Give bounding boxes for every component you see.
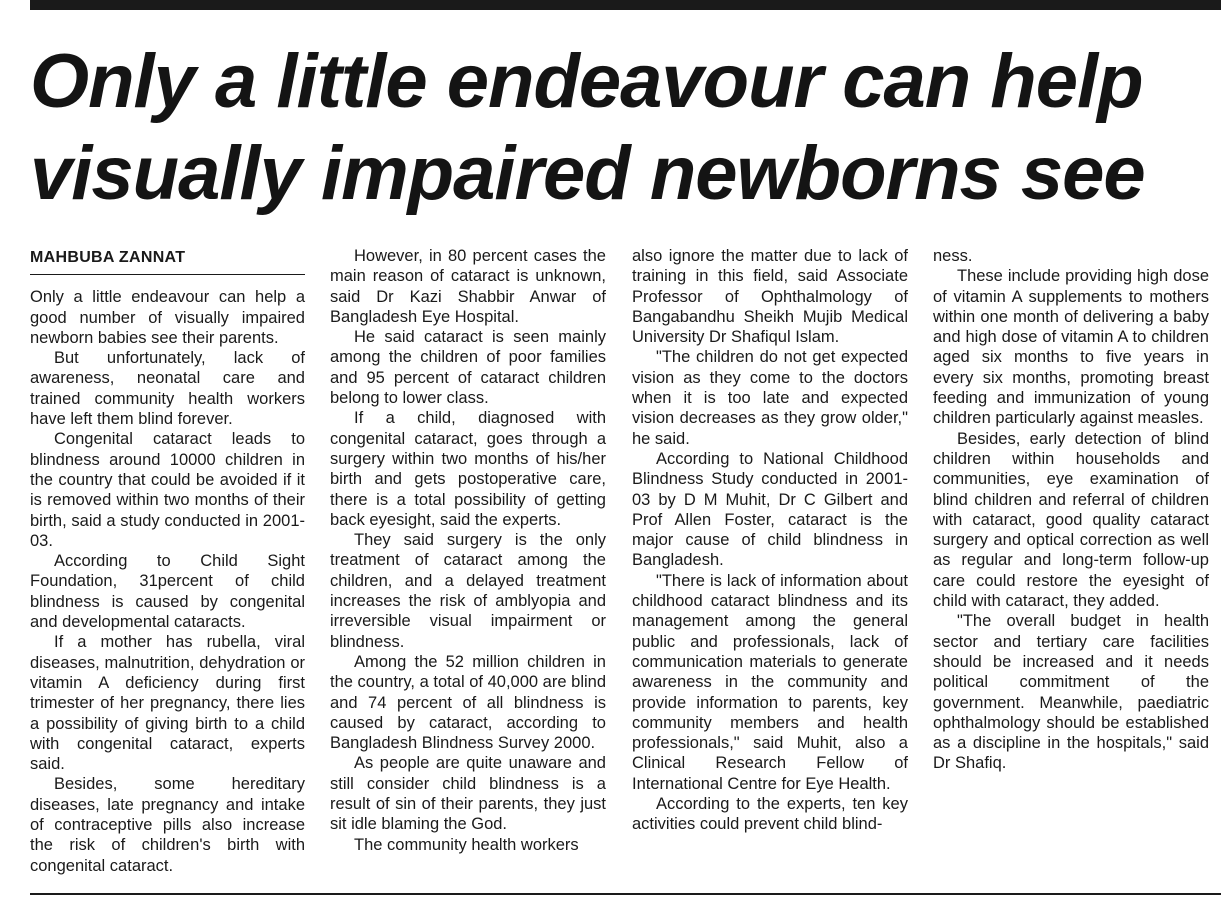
paragraph: Besides, early detection of blind children within households and communities, eye examination of blind children and referral of children with cataract, good quality cataract surgery and optical correction as well as regular and long-term follow-up care could restore the eyesight of child with cataract, they added. (933, 429, 1209, 611)
paragraph: However, in 80 percent cases the main reason of cataract is unknown, said Dr Kazi Shabbir Anwar of Bangladesh Eye Hospital. (330, 247, 606, 326)
paragraph: Among the 52 million children in the country, a total of 40,000 are blind and 74 percent of all blindness is caused by cataract, according to Bangladesh Blindness Survey 2000. (330, 652, 606, 753)
paragraph: Besides, some hereditary diseases, late pregnancy and intake of contraceptive pills also increase the risk of children's birth with congenital cataract. (30, 775, 305, 875)
byline: MAHBUBA ZANNAT (30, 246, 305, 275)
paragraph: These include providing high dose of vitamin A supplements to mothers within one month of delivering a baby and high dose of vitamin A to children aged six months to five years in every six months, promoting breast feeding and immunization of young children particularly against measles. (933, 267, 1209, 428)
article-column-4 (933, 246, 1209, 774)
paragraph: Congenital cataract leads to blindness around 10000 children in the country that could be avoided if it is removed within two months of their birth, said a study conducted in 2001-03. (30, 430, 305, 550)
paragraph: He said cataract is seen mainly among the children of poor families and 95 percent of cataract children belong to lower class. (330, 328, 606, 408)
headline (30, 36, 1221, 220)
paragraph: According to Child Sight Foundation, 31percent of child blindness is caused by congenital and developmental cataracts. (30, 552, 305, 632)
paragraph: The community health workers (354, 835, 579, 854)
paragraph: ness. (933, 247, 973, 265)
paragraph: According to National Childhood Blindness Study conducted in 2001-03 by D M Muhit, Dr C Gilbert and Prof Allen Foster, cataract is the major cause of child blindness in Bangladesh. (632, 449, 908, 570)
paragraph: According to the experts, ten key activities could prevent child blind- (632, 795, 908, 834)
article-column-3 (632, 246, 908, 835)
paragraph: also ignore the matter due to lack of training in this field, said Associate Professor of Ophthalmology of Bangabandhu Sheikh Mujib Medical University Dr Shafiqul Islam. (632, 247, 908, 347)
paragraph: If a mother has rubella, viral diseases, malnutrition, dehydration or vitamin A deficiency during first trimester of her pregnancy, there lies a possibility of giving birth to a child with congenital cataract, experts said. (30, 633, 305, 774)
paragraph: If a child, diagnosed with congenital cataract, goes through a surgery within two months of his/her birth and gets postoperative care, there is a total possibility of getting back eyesight, said the experts. (330, 409, 606, 529)
top-rule (30, 0, 1221, 10)
paragraph: "There is lack of information about childhood cataract blindness and its management among the general public and professionals, lack of communication materials to generate awareness in the community and provide information to parents, key community members and health professionals," said Muhit, also a Clinical Research Fellow of International Centre for Eye Health. (632, 571, 908, 793)
paragraph: Only a little endeavour can help a good number of visually impaired newborn babies see their parents. (30, 288, 305, 347)
headline-line-2: visually impaired newborns see (30, 131, 1145, 216)
paragraph: As people are quite unaware and still consider child blindness is a result of sin of their parents, they just sit idle blaming the God. (330, 754, 606, 834)
paragraph: "The overall budget in health sector and tertiary care facilities should be increased and it needs political commitment of the government. Meanwhile, paediatric ophthalmology should be established as a discipline in the hospitals," said Dr Shafiq. (933, 612, 1209, 773)
bottom-rule (30, 893, 1221, 895)
article-column-1 (30, 246, 305, 876)
headline-line-1: Only a little endeavour can help (30, 39, 1143, 124)
paragraph: "The children do not get expected vision as they come to the doctors when it is too late and expected vision decreases as they grow older," he said. (632, 348, 908, 448)
paragraph: They said surgery is the only treatment of cataract among the children, and a delayed treatment increases the risk of amblyopia and irreversible visual impairment or blindness. (330, 531, 606, 651)
article-column-2 (330, 246, 606, 855)
paragraph: But unfortunately, lack of awareness, neonatal care and trained community health workers have left them blind forever. (30, 349, 305, 429)
